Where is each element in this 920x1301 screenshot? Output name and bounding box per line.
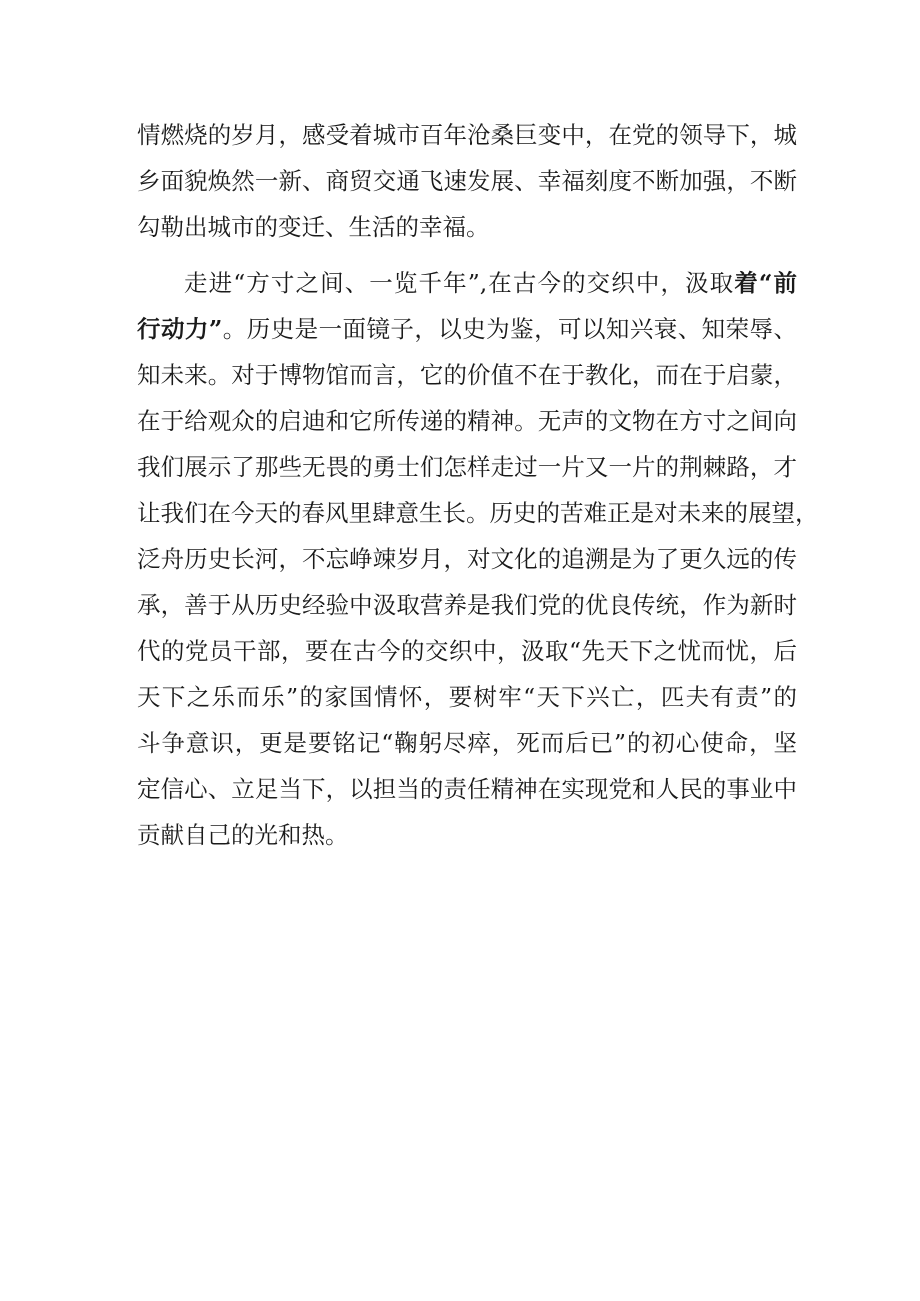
text-line: 乡面貌焕然一新、商贸交通飞速发展、幸福刻度不断加强，不断 xyxy=(137,167,797,195)
text-line: 贡献自己的光和热。 xyxy=(137,821,349,849)
text-line: 代的党员干部，要在古今的交织中，汲取“先天下之忧而忧，后 xyxy=(137,637,797,665)
text-line: 勾勒出城市的变迁、生活的幸福。 xyxy=(137,213,490,241)
text-line xyxy=(137,260,797,306)
paragraph-2 xyxy=(137,260,819,858)
text-line: 天下之乐而乐”的家国情怀，要树牢“天下兴亡，匹夫有责”的 xyxy=(137,683,797,711)
text-line: 让我们在今天的春风里肆意生长。历史的苦难正是对未来的展望， xyxy=(137,499,819,527)
text-line: 定信心、立足当下，以担当的责任精神在实现党和人民的事业中 xyxy=(137,775,797,803)
paragraph-1 xyxy=(137,112,797,250)
text-line: 泛舟历史长河，不忘峥竦岁月，对文化的追溯是为了更久远的传 xyxy=(137,545,797,573)
text-run: 走进“方寸之间、一览千年”,在古今的交织中，汲取 xyxy=(184,269,735,297)
body-text xyxy=(137,112,819,858)
emphasized-text: 着“前 xyxy=(734,269,797,297)
text-line: 斗争意识，更是要铭记“鞠躬尽瘁，死而后已”的初心使命，坚 xyxy=(137,729,797,757)
text-line: 我们展示了那些无畏的勇士们怎样走过一片又一片的荆棘路，才 xyxy=(137,453,797,481)
text-line: 在于给观众的启迪和它所传递的精神。无声的文物在方寸之间向 xyxy=(137,407,797,435)
text-line xyxy=(137,306,797,352)
text-run: 。历史是一面镜子，以史为鉴，可以知兴衰、知荣辱、 xyxy=(222,315,797,343)
text-line: 情燃烧的岁月，感受着城市百年沧桑巨变中，在党的领导下，城 xyxy=(137,121,797,149)
paragraph-gap xyxy=(137,250,797,260)
text-line: 知未来。对于博物馆而言，它的价值不在于教化，而在于启蒙， xyxy=(137,361,797,389)
emphasized-text: 行动力” xyxy=(137,315,223,343)
text-line: 承，善于从历史经验中汲取营养是我们党的优良传统，作为新时 xyxy=(137,591,797,619)
